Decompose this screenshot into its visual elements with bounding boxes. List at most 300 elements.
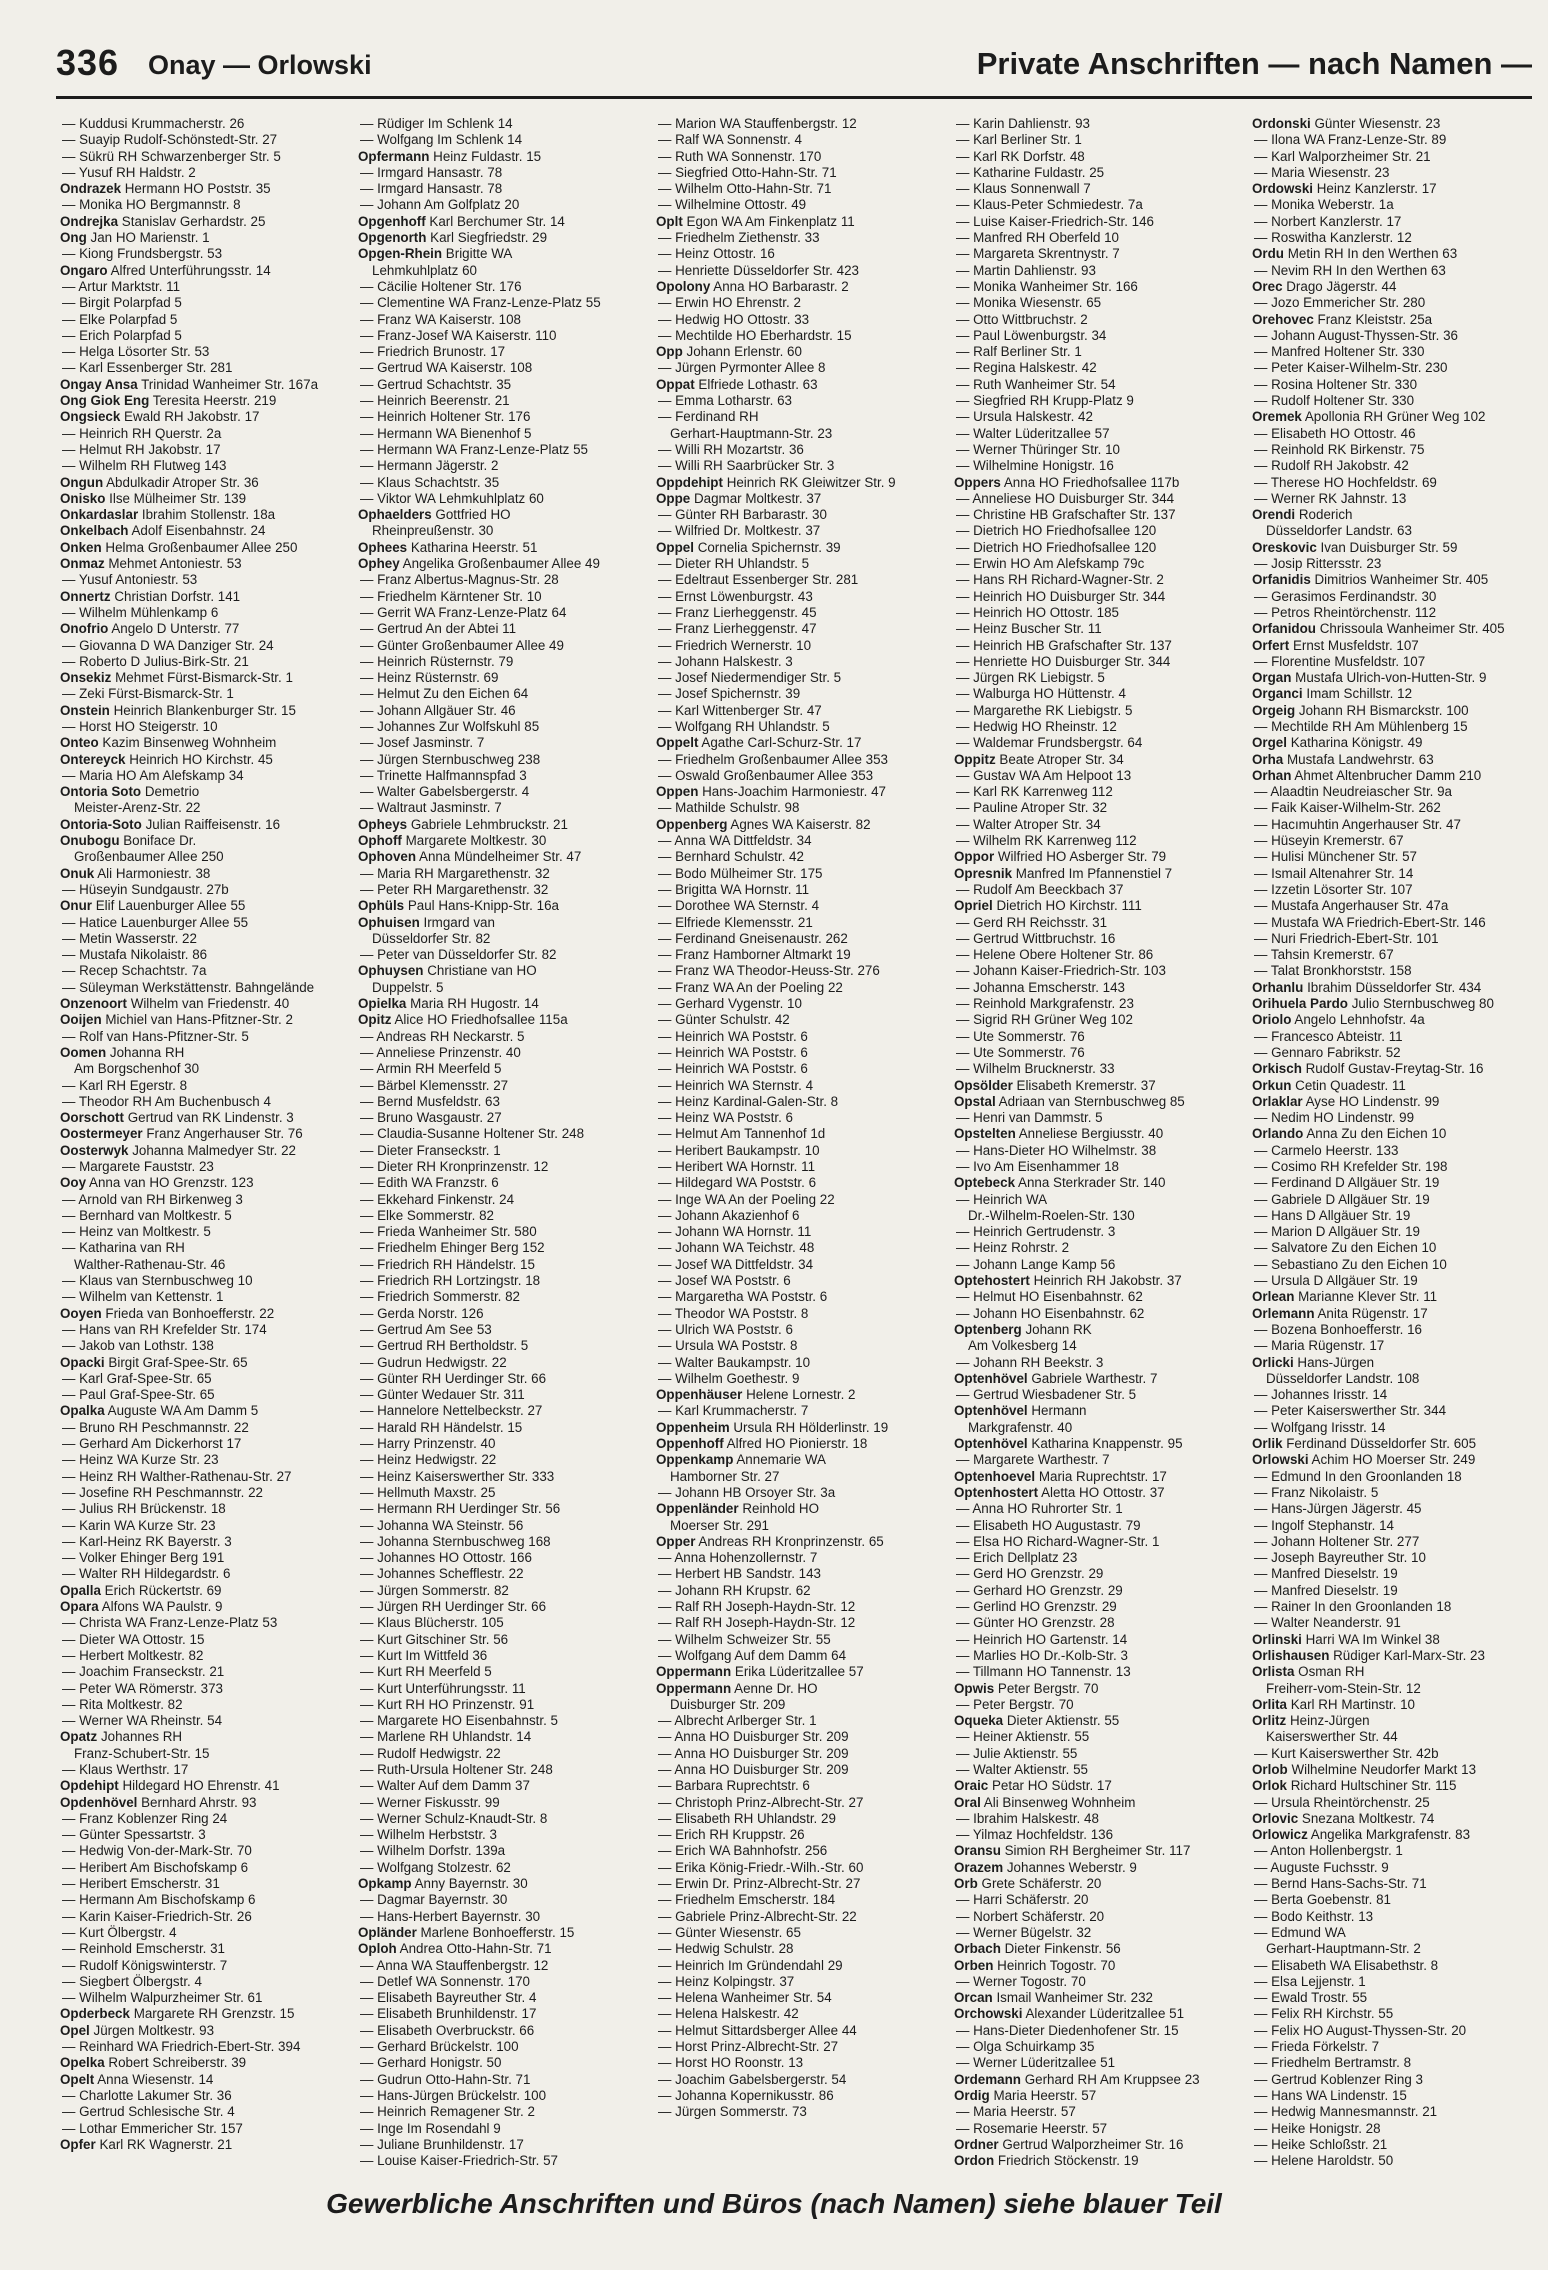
entry-details: Alfons WA Paulstr. 9 xyxy=(101,1599,223,1615)
directory-entry: — Hermann Am Bischofskamp 6 xyxy=(62,1892,256,1908)
entry-details: Ralf RH Joseph-Haydn-Str. 12 xyxy=(675,1599,856,1615)
entry-details: Hans-Jürgen Jägerstr. 45 xyxy=(1271,1501,1422,1517)
entry-surname: Orlemann xyxy=(1252,1305,1315,1321)
directory-entry xyxy=(60,1778,355,1794)
entry-details: Agathe Carl-Schurz-Str. 17 xyxy=(701,735,862,751)
entry-details: Hedwig Von-der-Mark-Str. 70 xyxy=(79,1843,252,1859)
entry-details: Horst Prinz-Albrecht-Str. 27 xyxy=(675,2039,839,2055)
entry-details: Wilhelm Otto-Hahn-Str. 71 xyxy=(675,181,832,197)
directory-entry: — Ruth-Ursula Holtener Str. 248 xyxy=(360,1761,553,1777)
directory-entry: — Walter Baukampstr. 10 xyxy=(658,1354,811,1370)
entry-details: Walter Lüderitzallee 57 xyxy=(973,425,1110,441)
entry-details: Moerser Str. 291 xyxy=(670,1517,769,1533)
directory-entry: — Helmut Zu den Eichen 64 xyxy=(360,686,529,702)
entry-details: Karl RK Karrenweg 112 xyxy=(973,784,1113,800)
entry-details: Clementine WA Franz-Lenze-Platz 55 xyxy=(377,295,601,311)
directory-entry: — Ingolf Stephanstr. 14 xyxy=(1254,1517,1394,1533)
directory-entry: — Ursula Halskestr. 42 xyxy=(956,409,1093,425)
entry-details: Ayse HO Lindenstr. 99 xyxy=(1305,1093,1440,1109)
directory-entry: — Anna HO Duisburger Str. 209 xyxy=(658,1729,849,1745)
entry-details: Aenne Dr. HO xyxy=(734,1680,818,1696)
entry-details: Johanna Kopernikusstr. 86 xyxy=(675,2087,834,2103)
entry-details: Imam Schillstr. 12 xyxy=(1306,686,1413,702)
directory-entry: — Helmut RH Jakobstr. 17 xyxy=(62,441,221,457)
entry-details: Hamborner Str. 27 xyxy=(670,1468,780,1484)
directory-entry: — Heinz Kolpingstr. 37 xyxy=(658,1973,795,1989)
directory-entry xyxy=(954,1403,1249,1419)
directory-entry xyxy=(358,540,653,556)
directory-entry: — Nedim HO Lindenstr. 99 xyxy=(1254,1110,1415,1126)
entry-surname: Opel xyxy=(60,2022,90,2038)
entry-surname: Ondrejka xyxy=(60,213,119,229)
directory-entry: — Manfred Dieselstr. 19 xyxy=(1254,1566,1398,1582)
directory-entry xyxy=(358,833,653,849)
directory-entry: — Carmelo Heerstr. 133 xyxy=(1254,1142,1399,1158)
directory-entry xyxy=(358,1876,653,1892)
entry-details: Francesco Abteistr. 11 xyxy=(1271,1028,1403,1044)
entry-details: Aletta HO Ottostr. 37 xyxy=(1041,1484,1165,1500)
directory-entry: — Horst HO Roonstr. 13 xyxy=(658,2055,804,2071)
entry-details: Herbert Moltkestr. 82 xyxy=(79,1647,204,1663)
entry-details: Ismail Altenahrer Str. 14 xyxy=(1271,865,1414,881)
directory-entry xyxy=(954,1860,1249,1876)
entry-details: Detlef WA Sonnenstr. 170 xyxy=(377,1973,530,1989)
entry-details: Hüseyin Sundgaustr. 27b xyxy=(79,881,229,897)
entry-details: Albrecht Arlberger Str. 1 xyxy=(674,1713,817,1729)
entry-details: Franz Kleiststr. 25a xyxy=(1317,311,1433,327)
directory-entry: — Manfred RH Oberfeld 10 xyxy=(956,230,1120,246)
directory-entry: — Regina Halskestr. 42 xyxy=(956,360,1097,376)
directory-entry: — Elfriede Klemensstr. 21 xyxy=(658,914,813,930)
directory-entry: — Friedrich Wernerstr. 10 xyxy=(658,637,812,653)
directory-entry: — Henriette Düsseldorfer Str. 423 xyxy=(658,262,859,278)
directory-entry xyxy=(656,1469,951,1485)
entry-details: Karl Graf-Spee-Str. 65 xyxy=(79,1370,212,1386)
directory-entry: — Friedhelm Kärntener Str. 10 xyxy=(360,588,542,604)
entry-details: Friedhelm Bertramstr. 8 xyxy=(1271,2055,1412,2071)
directory-entry xyxy=(60,507,355,523)
directory-entry: — Walter RH Hildegardstr. 6 xyxy=(62,1566,231,1582)
directory-entry: — Elisabeth HO Ottostr. 46 xyxy=(1254,425,1416,441)
directory-entry: — Gustav WA Am Helpoot 13 xyxy=(956,767,1132,783)
entry-details: Kazim Binsenweg Wohnheim xyxy=(102,735,277,751)
entry-details: Recep Schachtstr. 7a xyxy=(79,963,207,979)
directory-entry xyxy=(1252,1811,1530,1827)
directory-entry: — Friedrich RH Händelstr. 15 xyxy=(360,1256,535,1272)
entry-details: Elisabeth Bayreuther Str. 4 xyxy=(377,1990,537,2006)
directory-entry: — Bozena Bonhoefferstr. 16 xyxy=(1254,1321,1423,1337)
entry-details: Izzetin Lösorter Str. 107 xyxy=(1271,881,1413,897)
directory-entry: — Maria Rügenstr. 17 xyxy=(1254,1338,1385,1354)
entry-details: Heinrich HO Kirchstr. 45 xyxy=(129,751,273,767)
entry-surname: Optenberg xyxy=(954,1321,1022,1337)
entry-details: Am Borgschenhof 30 xyxy=(74,1061,200,1077)
directory-entry: — Hans D Allgäuer Str. 19 xyxy=(1254,1207,1411,1223)
entry-details: Heinrich WA xyxy=(973,1191,1048,1207)
directory-entry: — Barbara Ruprechtstr. 6 xyxy=(658,1778,810,1794)
entry-surname: Orfanidou xyxy=(1252,621,1316,637)
entry-details: Werner Bügelstr. 32 xyxy=(973,1924,1092,1940)
entry-details: Mustafa WA Friedrich-Ebert-Str. 146 xyxy=(1271,914,1486,930)
entry-details: Kurt Ölbergstr. 4 xyxy=(79,1924,177,1940)
entry-details: Hatice Lauenburger Allee 55 xyxy=(79,914,249,930)
directory-entry xyxy=(954,1371,1249,1387)
entry-surname: Opsölder xyxy=(954,1077,1013,1093)
directory-entry: — Johann Allgäuer Str. 46 xyxy=(360,702,516,718)
entry-surname: Onisko xyxy=(60,490,106,506)
entry-details: Franz Lierheggenstr. 47 xyxy=(675,621,817,637)
entry-details: Angelo D Unterstr. 77 xyxy=(111,621,240,637)
entry-details: Helena Wanheimer Str. 54 xyxy=(675,1990,832,2006)
entry-details: Walter Aktienstr. 55 xyxy=(973,1761,1088,1777)
directory-entry: — Inge WA An der Poeling 22 xyxy=(658,1191,835,1207)
directory-entry xyxy=(1252,1306,1530,1322)
directory-entry xyxy=(656,540,951,556)
directory-entry: — Franz Koblenzer Ring 24 xyxy=(62,1810,228,1826)
entry-details: Hermann HO Poststr. 35 xyxy=(124,181,271,197)
entry-details: Ibrahim Halskestr. 48 xyxy=(973,1810,1099,1826)
directory-entry: — Johanna Emscherstr. 143 xyxy=(956,979,1125,995)
directory-entry: — Kurt Kaiserswerther Str. 42b xyxy=(1254,1745,1439,1761)
entry-details: Frieda Förkelstr. 7 xyxy=(1271,2039,1380,2055)
directory-entry: — Kuddusi Krummacherstr. 26 xyxy=(62,116,245,131)
directory-entry: — Walter Lüderitzallee 57 xyxy=(956,425,1110,441)
entry-details: Dimitrios Wanheimer Str. 405 xyxy=(1314,572,1489,588)
entry-surname: Opheys xyxy=(358,816,408,832)
directory-entry: — Katharine Fuldastr. 25 xyxy=(956,164,1105,180)
entry-details: Ursula WA Poststr. 8 xyxy=(675,1338,798,1354)
entry-surname: Ongun xyxy=(60,474,104,490)
entry-details: Werner Fiskusstr. 99 xyxy=(377,1794,500,1810)
directory-entry: — Rudolf Am Beeckbach 37 xyxy=(956,881,1124,897)
directory-entry: — Walter Neanderstr. 91 xyxy=(1254,1615,1401,1631)
directory-entry: — Anna HO Duisburger Str. 209 xyxy=(658,1745,849,1761)
directory-entry: — Erich Dellplatz 23 xyxy=(956,1550,1078,1566)
entry-details: Monika Weberstr. 1a xyxy=(1271,197,1394,213)
entry-details: Gertrud RH Bertholdstr. 5 xyxy=(377,1338,529,1354)
entry-surname: Oraic xyxy=(954,1778,989,1794)
directory-entry xyxy=(1252,1126,1530,1142)
entry-details: Manfred Dieselstr. 19 xyxy=(1271,1582,1398,1598)
entry-details: Ralf WA Sonnenstr. 4 xyxy=(675,132,802,148)
entry-details: Joachim Gabelsbergerstr. 54 xyxy=(675,2071,847,2087)
entry-details: Heinrich Gertrudenstr. 3 xyxy=(973,1224,1116,1240)
entry-surname: Oppdehipt xyxy=(656,474,723,490)
entry-details: Anneliese Prinzenstr. 40 xyxy=(376,1044,521,1060)
directory-entry: — Günter Spessartstr. 3 xyxy=(62,1827,206,1843)
page-number: 336 xyxy=(56,42,120,83)
directory-entry: — Margarete HO Eisenbahnstr. 5 xyxy=(360,1713,558,1729)
entry-details: Roderich xyxy=(1298,507,1353,523)
entry-surname: Oriolo xyxy=(1252,1012,1292,1028)
directory-entry xyxy=(954,898,1249,914)
entry-details: Ewald Trostr. 55 xyxy=(1271,1990,1368,2006)
directory-entry: — Gerhard HO Grenzstr. 29 xyxy=(956,1582,1123,1598)
entry-details: Kurt Unterführungsstr. 11 xyxy=(377,1680,526,1696)
directory-entry xyxy=(1252,116,1530,132)
directory-entry: — Norbert Kanzlerstr. 17 xyxy=(1254,213,1402,229)
directory-entry: — Johann RH Krupstr. 62 xyxy=(658,1582,811,1598)
directory-entry xyxy=(60,589,355,605)
directory-entry xyxy=(60,377,355,393)
entry-details: Elisabeth HO Ottostr. 46 xyxy=(1271,425,1416,441)
directory-entry: — Klaus-Peter Schmiedestr. 7a xyxy=(956,197,1143,213)
entry-details: Klaus Blücherstr. 105 xyxy=(377,1615,504,1631)
directory-entry: — Monika Wanheimer Str. 166 xyxy=(956,278,1138,294)
directory-entry xyxy=(60,2137,355,2153)
entry-surname: Orlita xyxy=(1252,1696,1287,1712)
entry-surname: Oppermann xyxy=(656,1680,732,1696)
directory-entry: — Norbert Schäferstr. 20 xyxy=(956,1908,1105,1924)
directory-entry: — Hüseyin Kremerstr. 67 xyxy=(1254,833,1404,849)
entry-details: Alaadtin Neudreiascher Str. 9a xyxy=(1270,784,1452,800)
entry-details: Heinrich Im Gründendahl 29 xyxy=(675,1957,843,1973)
directory-entry: — Hans van RH Krefelder Str. 174 xyxy=(62,1321,267,1337)
entry-details: Wilhelm Walpurzheimer Str. 61 xyxy=(79,1990,263,2006)
entry-details: Maria RH Hugostr. 14 xyxy=(410,996,539,1012)
entry-details: Hans-Joachim Harmoniestr. 47 xyxy=(702,784,886,800)
entry-details: Viktor WA Lehmkuhlplatz 60 xyxy=(377,490,544,506)
entry-details: Wilhelmine Honigstr. 16 xyxy=(973,458,1114,474)
directory-entry: — Joachim Gabelsbergerstr. 54 xyxy=(658,2071,847,2087)
entry-details: Gertrud WA Kaiserstr. 108 xyxy=(377,360,533,376)
entry-surname: Onnertz xyxy=(60,588,111,604)
entry-details: Heinrich HO Ottostr. 185 xyxy=(973,604,1119,620)
entry-details: Wilhelm van Friedenstr. 40 xyxy=(130,996,290,1012)
entry-details: Johann WA Hornstr. 11 xyxy=(675,1224,812,1240)
entry-details: Snezana Moltkestr. 74 xyxy=(1301,1810,1435,1826)
directory-entry: — Heinrich HO Duisburger Str. 344 xyxy=(956,588,1166,604)
directory-entry xyxy=(1252,572,1530,588)
directory-entry xyxy=(60,784,355,800)
entry-surname: Oppenheim xyxy=(656,1419,730,1435)
entry-details: Marion D Allgäuer Str. 19 xyxy=(1271,1224,1420,1240)
entry-details: Giovanna D WA Danziger Str. 24 xyxy=(79,637,274,653)
entry-details: Andrea Otto-Hahn-Str. 71 xyxy=(399,1941,552,1957)
entry-details: Alfred Unterführungsstr. 14 xyxy=(110,262,271,278)
entry-details: Josefine RH Peschmannstr. 22 xyxy=(79,1484,263,1500)
entry-details: Heinz WA Poststr. 6 xyxy=(675,1110,793,1126)
directory-entry: — Hulisi Münchener Str. 57 xyxy=(1254,849,1418,865)
directory-entry xyxy=(954,2006,1249,2022)
entry-details: Frieda Wanheimer Str. 580 xyxy=(377,1224,537,1240)
directory-entry: — Cosimo RH Krefelder Str. 198 xyxy=(1254,1159,1448,1174)
entry-details: Richard Hultschiner Str. 115 xyxy=(1290,1778,1457,1794)
entry-surname: Opatz xyxy=(60,1729,98,1745)
directory-entry: — Wilhelm Dorfstr. 139a xyxy=(360,1843,506,1859)
entry-surname: Opelka xyxy=(60,2055,105,2071)
directory-entry: — Suayip Rudolf-Schönstedt-Str. 27 xyxy=(62,132,278,148)
directory-entry: — Karin WA Kurze Str. 23 xyxy=(62,1517,216,1533)
directory-entry: — Süleyman Werkstättenstr. Bahngelände xyxy=(62,979,315,995)
directory-entry: — Irmgard Hansastr. 78 xyxy=(360,164,503,180)
directory-entry: — Wilhelmine Ottostr. 49 xyxy=(658,197,807,213)
entry-details: Manfred Im Pfannenstiel 7 xyxy=(1015,865,1173,881)
entry-details: Gennaro Fabrikstr. 52 xyxy=(1271,1044,1401,1060)
directory-entry: — Mustafa Angerhauser Str. 47a xyxy=(1254,898,1449,914)
directory-entry: — Wolfgang Irisstr. 14 xyxy=(1254,1419,1386,1435)
entry-details: Dietrich HO Friedhofsallee 120 xyxy=(973,539,1157,555)
entry-details: Hermann Am Bischofskamp 6 xyxy=(79,1892,256,1908)
directory-entry xyxy=(60,817,355,833)
entry-surname: Orgel xyxy=(1252,735,1287,751)
directory-entry: — Inge Im Rosendahl 9 xyxy=(360,2120,501,2136)
directory-entry: — Ralf RH Joseph-Haydn-Str. 12 xyxy=(658,1615,856,1631)
directory-entry xyxy=(1252,703,1530,719)
entry-surname: Orkun xyxy=(1252,1077,1292,1093)
directory-entry: — Hans RH Richard-Wagner-Str. 2 xyxy=(956,572,1164,588)
entry-surname: Ophoff xyxy=(358,833,402,849)
directory-entry: — Hans-Dieter HO Wilhelmstr. 38 xyxy=(956,1142,1157,1158)
entry-details: Hedwig Schulstr. 28 xyxy=(675,1941,794,1957)
entry-details: Helmut Sittardsberger Allee 44 xyxy=(675,2022,857,2038)
entry-details: Gerhard Vygenstr. 10 xyxy=(675,996,802,1012)
entry-details: Elsa Lejjenstr. 1 xyxy=(1271,1973,1366,1989)
directory-entry xyxy=(954,2072,1249,2088)
directory-entry: — Dagmar Bayernstr. 30 xyxy=(360,1892,508,1908)
directory-entry: — Elisabeth Bayreuther Str. 4 xyxy=(360,1990,537,2006)
entry-details: Anna Hohenzollernstr. 7 xyxy=(674,1550,818,1566)
directory-entry: — Elsa Lejjenstr. 1 xyxy=(1254,1973,1366,1989)
directory-entry: — Tillmann HO Tannenstr. 13 xyxy=(956,1664,1131,1680)
entry-details: Erich RH Kruppstr. 26 xyxy=(675,1827,805,1843)
entry-details: Luise Kaiser-Friedrich-Str. 146 xyxy=(973,213,1154,229)
entry-details: Johanna Emscherstr. 143 xyxy=(973,979,1125,995)
entry-details: Gerlind HO Grenzstr. 29 xyxy=(973,1599,1117,1615)
directory-entry: — Hedwig Schulstr. 28 xyxy=(658,1941,794,1957)
entry-surname: Ordowski xyxy=(1252,181,1314,197)
entry-details: Ruth-Ursula Holtener Str. 248 xyxy=(377,1761,553,1777)
entry-details: Wilhelm van Kettenstr. 1 xyxy=(79,1289,224,1305)
directory-entry: — Wilhelm RK Karrenweg 112 xyxy=(956,833,1137,849)
entry-details: Adolf Eisenbahnstr. 24 xyxy=(131,523,266,539)
directory-entry: — Mechtilde HO Eberhardstr. 15 xyxy=(658,327,852,343)
directory-entry: — Heinz WA Kurze Str. 23 xyxy=(62,1452,219,1468)
entry-details: Tahsin Kremerstr. 67 xyxy=(1270,947,1394,963)
entry-surname: Oppenberg xyxy=(656,816,728,832)
entry-details: Nevim RH In den Werthen 63 xyxy=(1271,262,1446,278)
directory-entry: — Franz Lierheggenstr. 45 xyxy=(658,604,817,620)
entry-details: Erika König-Friedr.-Wilh.-Str. 60 xyxy=(675,1859,864,1875)
directory-entry xyxy=(1252,1648,1530,1664)
directory-entry: — Günter RH Barbarastr. 30 xyxy=(658,507,827,523)
directory-entry xyxy=(656,344,951,360)
entry-surname: Organci xyxy=(1252,686,1303,702)
entry-details: Kurt Gitschiner Str. 56 xyxy=(377,1631,509,1647)
entry-details: Josef WA Dittfeldstr. 34 xyxy=(675,1256,814,1272)
entry-details: Jan HO Marienstr. 1 xyxy=(90,230,210,246)
directory-entry xyxy=(1252,1632,1530,1648)
directory-entry: — Giovanna D WA Danziger Str. 24 xyxy=(62,637,274,653)
directory-entry: — Wilhelm Herbststr. 3 xyxy=(360,1827,497,1843)
entry-details: Bernd Hans-Sachs-Str. 71 xyxy=(1271,1876,1427,1892)
directory-entry xyxy=(358,1012,653,1028)
entry-details: Heinrich HO Duisburger Str. 344 xyxy=(973,588,1166,604)
directory-entry: — Nevim RH In den Werthen 63 xyxy=(1254,262,1446,278)
directory-entry: — Johann Akazienhof 6 xyxy=(658,1207,800,1223)
directory-entry: — Heinrich RH Querstr. 2a xyxy=(62,425,222,441)
entry-details: Dagmar Moltkestr. 37 xyxy=(693,490,822,506)
entry-details: Hermann WA Bienenhof 5 xyxy=(377,425,532,441)
entry-surname: Oppenhäuser xyxy=(656,1387,743,1403)
directory-entry: — Helena Wanheimer Str. 54 xyxy=(658,1990,832,2006)
entry-details: Franz Nikolaistr. 5 xyxy=(1271,1484,1379,1500)
entry-details: Julie Aktienstr. 55 xyxy=(973,1745,1078,1761)
entry-details: Gertrud Am See 53 xyxy=(377,1321,492,1337)
entry-details: Trinidad Wanheimer Str. 167a xyxy=(141,376,319,392)
directory-entry: — Gertrud WA Kaiserstr. 108 xyxy=(360,360,533,376)
entry-details: Günter Wiesenstr. 65 xyxy=(675,1924,801,1940)
directory-entry: — Johannes Zur Wolfskuhl 85 xyxy=(360,718,540,734)
directory-entry xyxy=(954,1420,1249,1436)
directory-entry xyxy=(358,230,653,246)
directory-entry xyxy=(358,214,653,230)
directory-entry xyxy=(954,2137,1249,2153)
directory-entry: — Hannelore Nettelbeckstr. 27 xyxy=(360,1403,543,1419)
entry-surname: Orehovec xyxy=(1252,311,1314,327)
directory-entry: — Heribert Baukampstr. 10 xyxy=(658,1142,820,1158)
entry-details: Anna Zu den Eichen 10 xyxy=(1306,1126,1447,1142)
entry-details: Margareta Skrentnystr. 7 xyxy=(973,246,1120,262)
directory-entry xyxy=(358,898,653,914)
entry-surname: Onuk xyxy=(60,865,95,881)
entry-surname: Ordner xyxy=(954,2136,999,2152)
entry-details: Barbara Ruprechtstr. 6 xyxy=(675,1778,810,1794)
directory-entry xyxy=(1252,523,1530,539)
directory-entry: — Dietrich HO Friedhofsallee 120 xyxy=(956,539,1157,555)
directory-entry: — Reinhold Markgrafenstr. 23 xyxy=(956,996,1134,1012)
entry-surname: Orlicki xyxy=(1252,1354,1294,1370)
entry-surname: Orlaklar xyxy=(1252,1093,1303,1109)
entry-details: Meister-Arenz-Str. 22 xyxy=(74,800,201,816)
entry-details: Reinhard WA Friedrich-Ebert-Str. 394 xyxy=(79,2039,301,2055)
entry-details: Dieter RH Uhlandstr. 5 xyxy=(675,556,810,572)
directory-entry xyxy=(60,181,355,197)
directory-entry: — Anton Hollenbergstr. 1 xyxy=(1254,1843,1403,1859)
entry-surname: Ordemann xyxy=(954,2071,1021,2087)
entry-surname: Orec xyxy=(1252,278,1283,294)
entry-details: Ibrahim Düsseldorfer Str. 434 xyxy=(1307,979,1482,995)
directory-entry xyxy=(656,1420,951,1436)
directory-entry: — Paul Löwenburgstr. 34 xyxy=(956,327,1107,343)
directory-entry: — Heinrich Remagener Str. 2 xyxy=(360,2104,535,2120)
entry-details: Jürgen Moltkestr. 93 xyxy=(93,2022,215,2038)
directory-entry: — Walter Aktienstr. 55 xyxy=(956,1761,1088,1777)
directory-entry: — Heinz Hedwigstr. 22 xyxy=(360,1452,497,1468)
entry-details: Katharina Heerstr. 51 xyxy=(410,539,538,555)
entry-details: Heribert Baukampstr. 10 xyxy=(675,1142,820,1158)
directory-entry: — Anna Hohenzollernstr. 7 xyxy=(658,1550,818,1566)
directory-entry: — Gerasimos Ferdinandstr. 30 xyxy=(1254,588,1437,604)
entry-details: Mehmet Fürst-Bismarck-Str. 1 xyxy=(115,670,293,686)
entry-details: Trinette Halfmannspfad 3 xyxy=(376,767,527,783)
entry-details: Günter Schulstr. 42 xyxy=(675,1012,790,1028)
entry-details: Rita Moltkestr. 82 xyxy=(79,1696,183,1712)
entry-details: Walburga HO Hüttenstr. 4 xyxy=(973,686,1126,702)
entry-details: Christa WA Franz-Lenze-Platz 53 xyxy=(79,1615,278,1631)
entry-surname: Opper xyxy=(656,1533,696,1549)
entry-surname: Onzenoort xyxy=(60,996,127,1012)
directory-entry xyxy=(1252,1778,1530,1794)
directory-entry: — Franz Lierheggenstr. 47 xyxy=(658,621,817,637)
entry-details: Norbert Schäferstr. 20 xyxy=(973,1908,1105,1924)
directory-entry xyxy=(656,214,951,230)
entry-details: Katharina van RH xyxy=(79,1240,185,1256)
entry-details: Joachim Franseckstr. 21 xyxy=(79,1664,225,1680)
directory-entry xyxy=(60,2023,355,2039)
entry-surname: Orlob xyxy=(1252,1761,1288,1777)
entry-surname: Ordon xyxy=(954,2153,995,2166)
